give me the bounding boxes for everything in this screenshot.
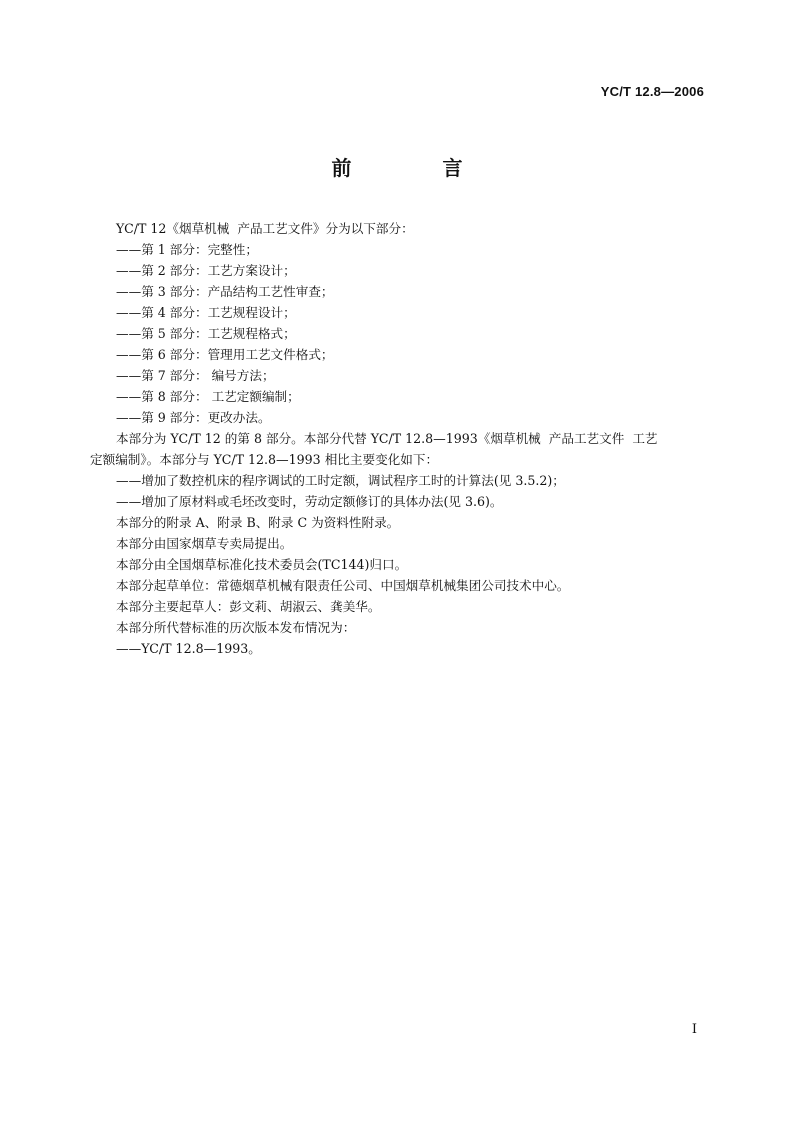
paragraph: 本部分由国家烟草专卖局提出。	[116, 536, 293, 551]
standard-code: YC/T 12.8—2006	[600, 84, 704, 99]
paragraph: ——第 6 部分：管理用工艺文件格式；	[116, 347, 334, 362]
paragraph: 本部分所代替标准的历次版本发布情况为：	[116, 620, 356, 635]
paragraph: ——第 1 部分：完整性；	[116, 242, 258, 257]
paragraph: ——第 7 部分： 编号方法；	[116, 368, 275, 383]
document-body	[90, 218, 706, 659]
paragraph: ——YC/T 12.8—1993。	[116, 641, 261, 656]
paragraph: YC/T 12《烟草机械 产品工艺文件》分为以下部分：	[116, 221, 414, 236]
page-number: I	[691, 1022, 697, 1037]
paragraph: 定额编制》。本部分与 YC/T 12.8—1993 相比主要变化如下：	[90, 452, 439, 467]
paragraph: ——第 5 部分：工艺规程格式；	[116, 326, 296, 341]
paragraph: ——第 8 部分： 工艺定额编制；	[116, 389, 300, 404]
paragraph: 本部分的附录 A、附录 B、附录 C 为资料性附录。	[116, 515, 400, 530]
paragraph: ——增加了原材料或毛坯改变时，劳动定额修订的具体办法(见 3.6)。	[116, 494, 503, 509]
paragraph: 本部分起草单位：常德烟草机械有限责任公司、中国烟草机械集团公司技术中心。	[116, 578, 570, 593]
paragraph: ——第 9 部分：更改办法。	[116, 410, 271, 425]
page-title: 前 言	[331, 156, 505, 180]
paragraph: ——第 3 部分：产品结构工艺性审查；	[116, 284, 334, 299]
paragraph: 本部分主要起草人：彭文莉、胡淑云、龚美华。	[116, 599, 381, 614]
paragraph: ——增加了数控机床的程序调试的工时定额，调试程序工时的计算法(见 3.5.2)；	[116, 473, 565, 488]
paragraph: 本部分为 YC/T 12 的第 8 部分。本部分代替 YC/T 12.8—1993《烟草机械 产品工艺文件 工艺	[116, 431, 658, 446]
paragraph: 本部分由全国烟草标准化技术委员会(TC144)归口。	[116, 557, 408, 572]
paragraph: ——第 4 部分：工艺规程设计；	[116, 305, 296, 320]
paragraph: ——第 2 部分：工艺方案设计；	[116, 263, 296, 278]
